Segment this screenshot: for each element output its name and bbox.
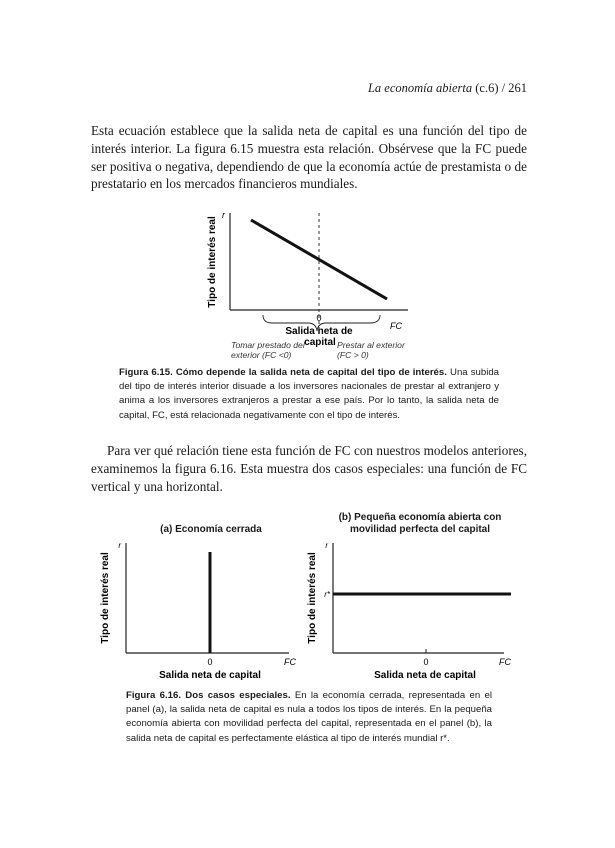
fig616a-y-symbol: r (118, 541, 121, 550)
running-header (368, 81, 527, 96)
intro-paragraph-text: Esta ecuación establece que la salida neta de capital es una función del tipo de interés interior. La figura 6.15 muestra esta relación. Obsérvese que la FC puede ser positiva o negativa, dependiendo de que la economía actúe de prestamista o de prestatario en los mercados financieros mundiales. (91, 123, 527, 192)
middle-paragraph-text: Para ver qué relación tiene esta función de FC con nuestros modelos anteriores, examinemos la figura 6.16. Esta muestra dos casos especiales: una función de FC vertical y una horizontal. (91, 443, 527, 494)
figure-6-16b-chart (303, 535, 518, 683)
fig615-right-region-label: Prestar al exterior (FC > 0) (337, 340, 405, 360)
fig615-x-symbol: FC (390, 321, 402, 331)
figure-6-15-caption (119, 366, 499, 423)
fig616b-y-symbol: r (325, 541, 328, 550)
fig616b-x-symbol: FC (499, 657, 511, 667)
middle-paragraph (91, 442, 527, 495)
fig615-left-region-label: Tomar prestado del exterior (FC <0) (231, 340, 305, 360)
fig616b-y-axis-label: Tipo de interés real (307, 552, 318, 644)
fig616a-y-axis-label: Tipo de interés real (100, 552, 111, 644)
fig615-y-axis-label: Tipo de interés real (207, 216, 218, 308)
fig616b-x-axis-label: Salida neta de capital (374, 670, 476, 681)
fig616b-origin-label: 0 (423, 657, 429, 667)
fig615-caption-body: Una subida del tipo de interés interior disuade a los inversores nacionales de prestar al extranjero y anima a los inversores extranjeros a prestar a ese país. Por lo tanto, la salida neta de capital, FC, está relacionada negativamente con el tipo de interés. (119, 367, 499, 421)
intro-paragraph (91, 122, 527, 193)
fig616a-x-symbol: FC (284, 657, 296, 667)
page-number: 261 (508, 81, 527, 95)
header-chapter: (c.6) (475, 81, 499, 95)
figure-6-16-caption (126, 689, 492, 746)
fig616b-r-star-label: r* (324, 590, 330, 599)
fig616b-title (320, 512, 520, 536)
header-book-title: La economía abierta (367, 81, 473, 95)
fig616b-title-line2: movilidad perfecta del capital (349, 524, 491, 535)
fig616a-origin-label: 0 (207, 657, 213, 667)
fig616a-title: (a) Economía cerrada (160, 524, 262, 535)
fig616a-x-axis-label: Salida neta de capital (159, 670, 261, 681)
fig616-caption-body: En la economía cerrada, representada en el panel (a), la salida neta de capital es nula a todos los tipos de interés. En la pequeña economía abierta con movilidad perfecta del capital, representada en el panel (b), la salida neta de capital es perfectamente elástica al tipo de interés mundial r*. (126, 690, 492, 744)
fig616-caption-title: Figura 6.16. Dos casos especiales. (126, 690, 291, 701)
fig616b-title-line1: (b) Pequeña economía abierta con (338, 512, 502, 523)
fig615-origin-label: 0 (316, 313, 322, 323)
fig615-caption-title: Figura 6.15. Cómo depende la salida neta de capital del tipo de interés. (119, 367, 447, 378)
figure-6-16a-chart (96, 535, 306, 683)
fig615-x-axis-label: Salida neta de capital (285, 326, 353, 348)
fig615-y-symbol: r (222, 210, 225, 220)
header-separator: / (501, 81, 506, 95)
